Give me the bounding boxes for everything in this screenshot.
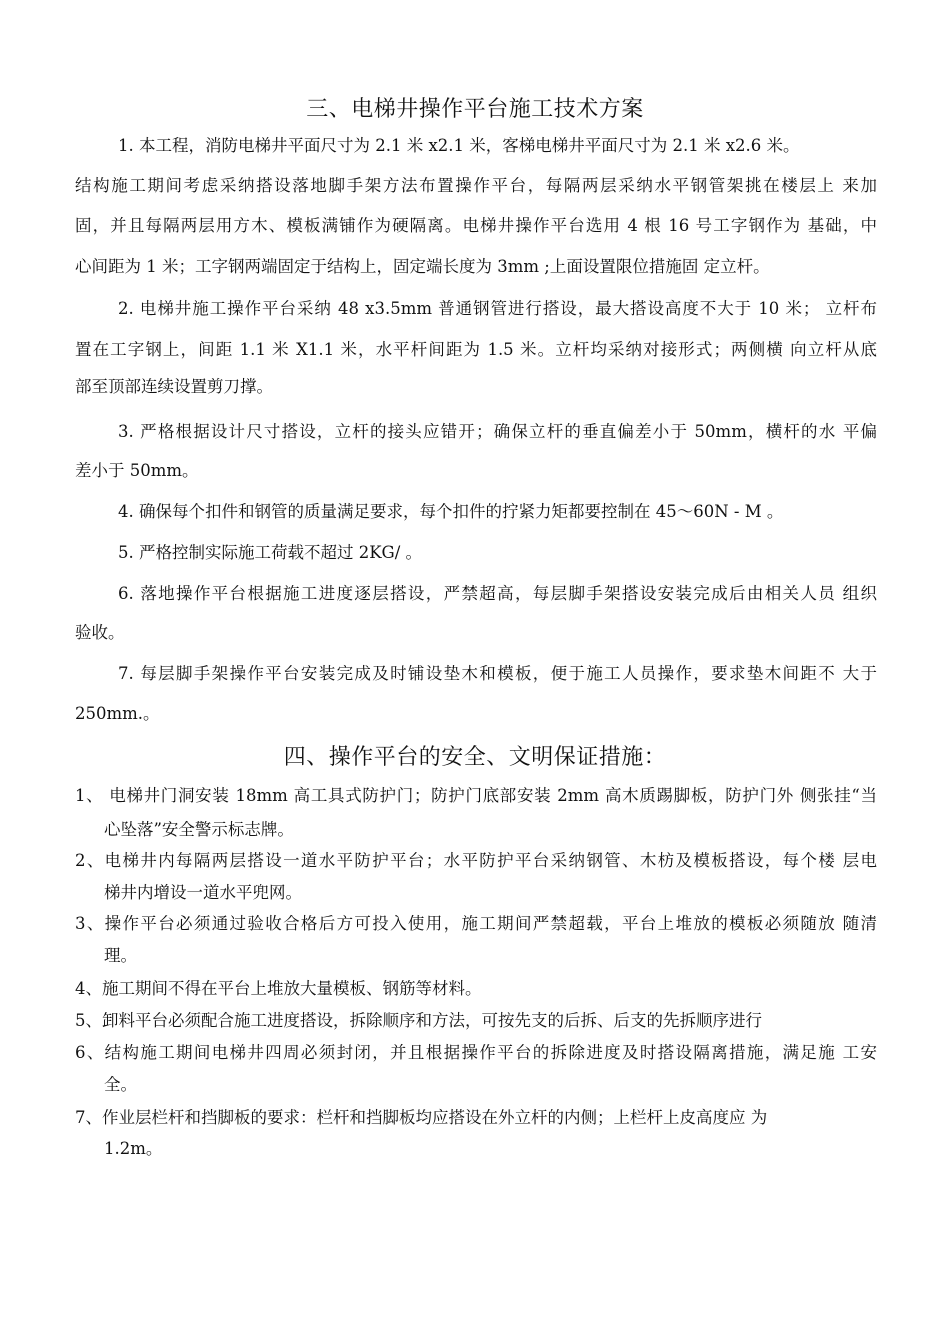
item-6-line-2: 全。 bbox=[104, 1075, 137, 1094]
paragraph-7-line-2: 250mm.。 bbox=[75, 704, 160, 723]
paragraph-2-line-3: 部至顶部连续设置剪刀撑。 bbox=[75, 377, 273, 396]
item-1-line-2: 心坠落”安全警示标志牌。 bbox=[104, 820, 294, 839]
item-2-line-1: 2、电梯井内每隔两层搭设一道水平防护平台；水平防护平台采纳钢管、木枋及模板搭设，每个楼 层电 bbox=[75, 851, 877, 870]
item-6-line-1: 6、结构施工期间电梯井四周必须封闭，并且根据操作平台的拆除进度及时搭设隔离措施，满足施 工安 bbox=[75, 1043, 877, 1062]
paragraph-7-line-1: 7. 每层脚手架操作平台安装完成及时铺设垫木和模板，便于施工人员操作，要求垫木间距不 大于 bbox=[118, 664, 877, 683]
paragraph-2-line-2: 置在工字钢上，间距 1.1 米 X1.1 米，水平杆间距为 1.5 米。立杆均采纳对接形式；两侧横 向立杆从底 bbox=[75, 340, 877, 359]
section-3-title: 三、电梯井操作平台施工技术方案 bbox=[306, 97, 644, 122]
item-4-line-1: 4、施工期间不得在平台上堆放大量模板、钢筋等材料。 bbox=[75, 979, 482, 998]
paragraph-3-line-2: 差小于 50mm。 bbox=[75, 461, 199, 480]
paragraph-6-line-2: 验收。 bbox=[75, 623, 125, 642]
paragraph-2-line-1: 2. 电梯井施工操作平台采纳 48 x3.5mm 普通钢管进行搭设，最大搭设高度不大于 10 米； 立杆布 bbox=[118, 299, 877, 318]
item-3-line-1: 3、操作平台必须通过验收合格后方可投入使用，施工期间严禁超载，平台上堆放的模板必须随放 随清 bbox=[75, 914, 877, 933]
paragraph-1-line-1: 1. 本工程，消防电梯井平面尺寸为 2.1 米 x2.1 米，客梯电梯井平面尺寸为 2.1 米 x2.6 米。 bbox=[118, 136, 800, 155]
item-7-line-2: 1.2m。 bbox=[104, 1139, 163, 1158]
paragraph-6-line-1: 6. 落地操作平台根据施工进度逐层搭设，严禁超高，每层脚手架搭设安装完成后由相关人员 组织 bbox=[118, 584, 877, 603]
paragraph-4-line-1: 4. 确保每个扣件和钢管的质量满足要求，每个扣件的拧紧力矩都要控制在 45〜60N - M 。 bbox=[118, 502, 784, 521]
paragraph-5-line-1: 5. 严格控制实际施工荷载不超过 2KG/ 。 bbox=[118, 543, 423, 562]
paragraph-1-line-2: 结构施工期间考虑采纳搭设落地脚手架方法布置操作平台，每隔两层采纳水平钢管架挑在楼层上 来加 bbox=[75, 176, 877, 195]
paragraph-3-line-1: 3. 严格根据设计尺寸搭设，立杆的接头应错开；确保立杆的垂直偏差小于 50mm，横杆的水 平偏 bbox=[118, 422, 877, 441]
item-3-line-2: 理。 bbox=[104, 946, 137, 965]
item-5-line-1: 5、卸料平台必须配合施工进度搭设，拆除顺序和方法，可按先支的后拆、后支的先拆顺序进行 bbox=[75, 1011, 762, 1030]
paragraph-1-line-3: 固，并且每隔两层用方木、模板满铺作为硬隔离。电梯井操作平台选用 4 根 16 号工字钢作为 基础，中 bbox=[75, 216, 877, 235]
paragraph-1-line-4: 心间距为 1 米；工字钢两端固定于结构上，固定端长度为 3mm ;上面设置限位措施固 定立杆。 bbox=[75, 257, 770, 276]
item-2-line-2: 梯井内增设一道水平兜网。 bbox=[104, 883, 302, 902]
item-1-line-1: 1、 电梯井门洞安装 18mm 高工具式防护门；防护门底部安装 2mm 高木质踢脚板，防护门外 侧张挂“当 bbox=[75, 786, 877, 805]
section-4-title: 四、操作平台的安全、文明保证措施： bbox=[283, 745, 667, 770]
item-7-line-1: 7、作业层栏杆和挡脚板的要求：栏杆和挡脚板均应搭设在外立杆的内侧；上栏杆上皮高度应 为 bbox=[75, 1108, 768, 1127]
